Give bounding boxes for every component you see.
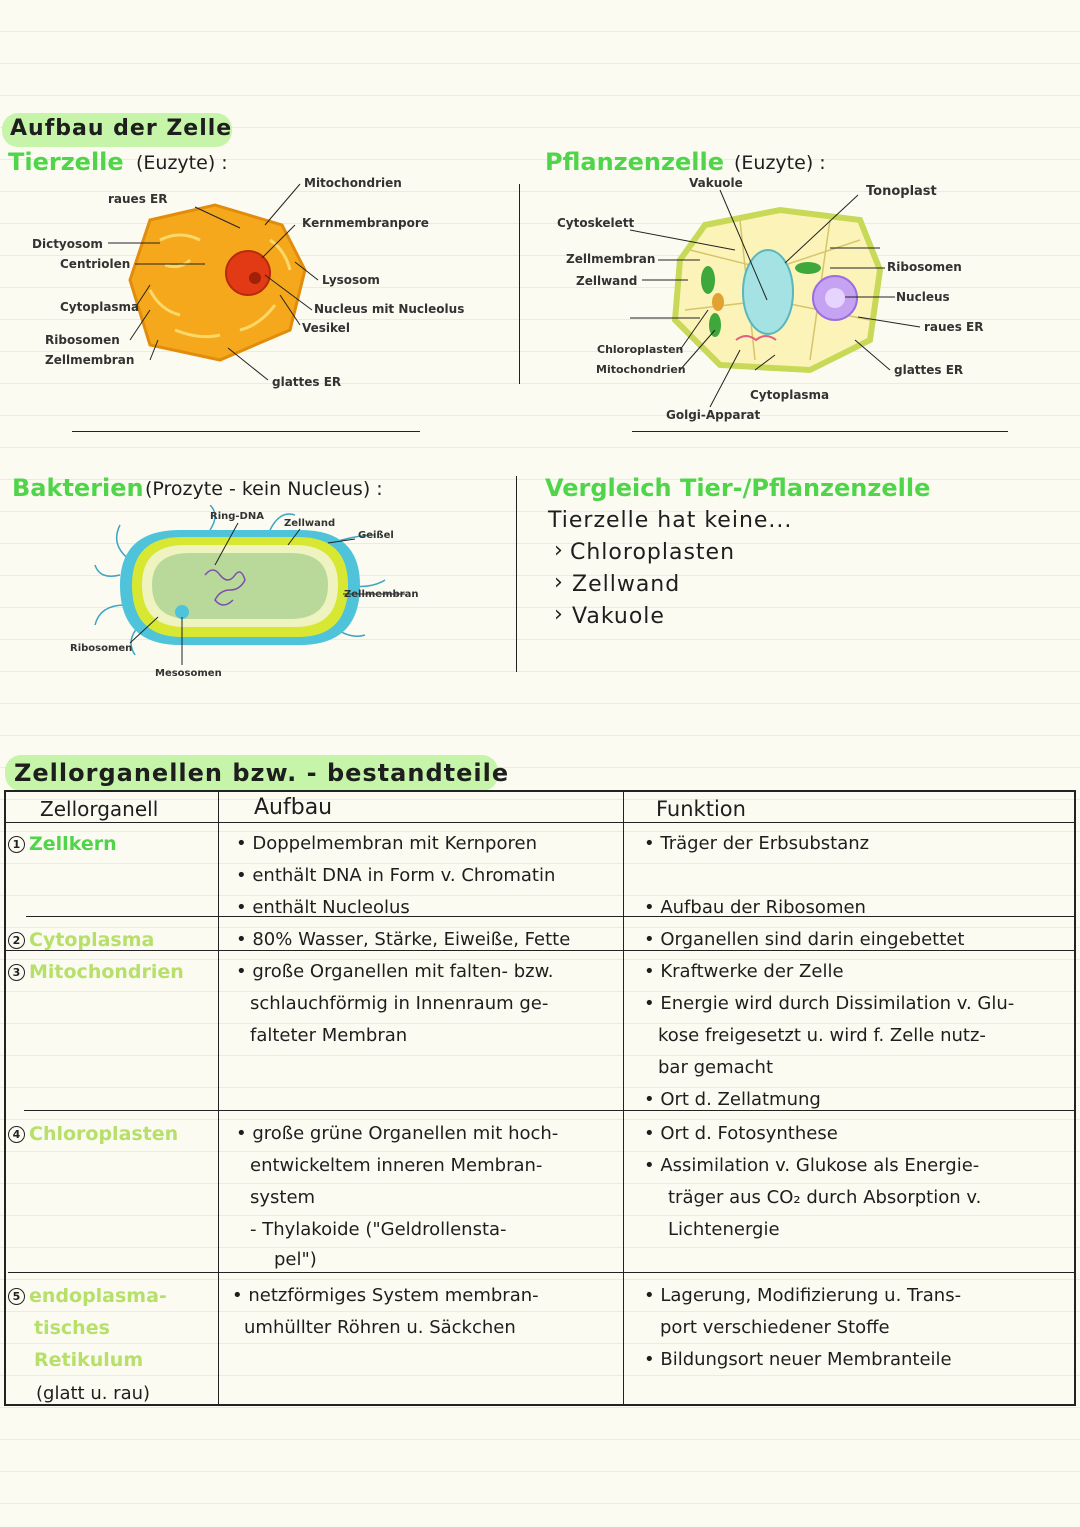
aufbau-line: • 80% Wasser, Stärke, Eiweiße, Fette (236, 929, 571, 950)
animal-label-mitochondrien: Mitochondrien (304, 176, 402, 190)
plant-label-tonoplast: Tonoplast (866, 184, 937, 199)
table-col-divider (623, 790, 624, 1406)
aufbau-line: entwickeltem inneren Membran- (250, 1155, 543, 1176)
animal-label-lysosom: Lysosom (322, 273, 380, 287)
organelle-name: 3 Mitochondrien (8, 956, 184, 988)
bakterien-sub: (Prozyte - kein Nucleus) : (145, 478, 383, 500)
aufbau-line: • enthält DNA in Form v. Chromatin (236, 865, 556, 886)
pflanzenzelle-sub: (Euzyte) : (734, 152, 826, 174)
vergleich-bullet: › (554, 602, 563, 627)
table-header-organell: Zellorganell (40, 797, 159, 821)
plant-label-zellmembran: Zellmembran (566, 252, 656, 266)
divider (519, 184, 520, 384)
aufbau-line: • Doppelmembran mit Kernporen (236, 833, 537, 854)
plant-label-ribosomen: Ribosomen (887, 260, 962, 274)
funktion-line: • Energie wird durch Dissimilation v. Glu- (644, 993, 1015, 1014)
vergleich-heading: Vergleich Tier-/Pflanzenzelle (545, 474, 931, 502)
funktion-line: bar gemacht (658, 1057, 774, 1078)
vergleich-intro: Tierzelle hat keine... (548, 508, 793, 533)
bacteria-label-mesosomen: Mesosomen (155, 668, 222, 679)
bacteria-label-ring-dna: Ring-DNA (210, 511, 264, 522)
pflanzenzelle-heading: Pflanzenzelle (545, 148, 724, 176)
organelle-number: 3 (8, 964, 25, 981)
funktion-line: • Ort d. Fotosynthese (644, 1123, 838, 1144)
vergleich-item: Chloroplasten (570, 540, 736, 565)
plant-label-zellwand: Zellwand (576, 274, 638, 288)
funktion-line: • Kraftwerke der Zelle (644, 961, 844, 982)
organelle-name: 2 Cytoplasma (8, 924, 154, 956)
organelle-name: 4 Chloroplasten (8, 1118, 178, 1150)
plant-label-nucleus: Nucleus (896, 290, 950, 304)
divider (72, 431, 420, 432)
plant-label-vakuole: Vakuole (689, 176, 743, 190)
animal-label-ribosomen: Ribosomen (45, 333, 120, 347)
plant-label-raues-er: raues ER (924, 320, 984, 334)
animal-label-centriolen: Centriolen (60, 257, 131, 271)
aufbau-line: - Thylakoide ("Geldrollensta- (250, 1219, 507, 1240)
animal-label-cytoplasma: Cytoplasma (60, 300, 140, 314)
table-header-funktion: Funktion (656, 797, 746, 821)
vergleich-bullet: › (554, 538, 563, 563)
table-header-aufbau: Aufbau (254, 795, 333, 820)
funktion-line: • Organellen sind darin eingebettet (644, 929, 965, 950)
plant-label-chloroplasten: Chloroplasten (597, 343, 684, 356)
aufbau-line: • enthält Nucleolus (236, 897, 410, 918)
aufbau-line: system (250, 1187, 316, 1208)
vergleich-item: Vakuole (572, 604, 665, 629)
table-row-divider (24, 1110, 1076, 1111)
bacteria-label-ribosomen: Ribosomen (70, 643, 133, 654)
vergleich-item: Zellwand (572, 572, 681, 597)
organelle-name: 5 endoplasma- (8, 1280, 167, 1312)
bacteria-label-geissel: Geißel (358, 530, 394, 541)
organelle-name: tisches (34, 1317, 110, 1339)
bacteria-label-zellmembran: Zellmembran (344, 589, 419, 600)
funktion-line: Lichtenergie (668, 1219, 780, 1240)
plant-label-cytoplasma: Cytoplasma (750, 388, 830, 402)
organelle-name: Retikulum (34, 1349, 144, 1371)
divider (516, 476, 517, 672)
plant-label-glattes-er: glattes ER (894, 363, 964, 377)
aufbau-line: umhüllter Röhren u. Säckchen (244, 1317, 516, 1338)
animal-cell-diagram (0, 170, 520, 420)
plant-label-mitochondrien: Mitochondrien (596, 363, 686, 376)
funktion-line: • Aufbau der Ribosomen (644, 897, 866, 918)
funktion-line: port verschiedener Stoffe (660, 1317, 890, 1338)
bakterien-heading: Bakterien (12, 474, 144, 502)
funktion-line: träger aus CO₂ durch Absorption v. (668, 1187, 982, 1208)
funktion-line: • Lagerung, Modifizierung u. Trans- (644, 1285, 962, 1306)
animal-label-raues-er: raues ER (108, 192, 168, 206)
table-row-divider (26, 916, 1076, 917)
funktion-line: kose freigesetzt u. wird f. Zelle nutz- (658, 1025, 986, 1046)
organelle-number: 2 (8, 932, 25, 949)
table-col-divider (218, 790, 219, 1406)
tierzelle-sub: (Euzyte) : (136, 152, 228, 174)
bacteria-label-zellwand: Zellwand (284, 518, 336, 529)
animal-label-zellmembran: Zellmembran (45, 353, 135, 367)
funktion-line: • Träger der Erbsubstanz (644, 833, 870, 854)
animal-label-nucleus: Nucleus mit Nucleolus (314, 302, 465, 316)
animal-label-glattes-er: glattes ER (272, 375, 342, 389)
aufbau-line: • netzförmiges System membran- (232, 1285, 539, 1306)
plant-label-cytoskelett: Cytoskelett (557, 216, 635, 230)
aufbau-line: • große grüne Organellen mit hoch- (236, 1123, 559, 1144)
section-title: Aufbau der Zelle (10, 116, 233, 141)
organelle-number: 4 (8, 1126, 25, 1143)
table-row-divider (8, 1272, 1076, 1273)
aufbau-line: schlauchförmig in Innenraum ge- (250, 993, 549, 1014)
animal-label-kernmembranpore: Kernmembranpore (302, 216, 429, 230)
divider (632, 431, 1008, 432)
organelle-name: 1 Zellkern (8, 828, 117, 860)
organelle-number: 5 (8, 1288, 25, 1305)
aufbau-line: • große Organellen mit falten- bzw. (236, 961, 554, 982)
aufbau-line: pel") (274, 1249, 317, 1270)
aufbau-line: falteter Membran (250, 1025, 408, 1046)
table-title: Zellorganellen bzw. - bestandteile (14, 759, 510, 787)
funktion-line: • Bildungsort neuer Membranteile (644, 1349, 952, 1370)
animal-label-dictyosom: Dictyosom (32, 237, 103, 251)
funktion-line: • Ort d. Zellatmung (644, 1089, 821, 1110)
tierzelle-heading: Tierzelle (8, 148, 124, 176)
vergleich-bullet: › (554, 570, 563, 595)
organelle-number: 1 (8, 836, 25, 853)
funktion-line: • Assimilation v. Glukose als Energie- (644, 1155, 980, 1176)
plant-label-golgi: Golgi-Apparat (666, 408, 761, 422)
animal-label-vesikel: Vesikel (302, 321, 350, 335)
table-header-divider (4, 822, 1076, 823)
organelle-subname: (glatt u. rau) (36, 1383, 151, 1404)
